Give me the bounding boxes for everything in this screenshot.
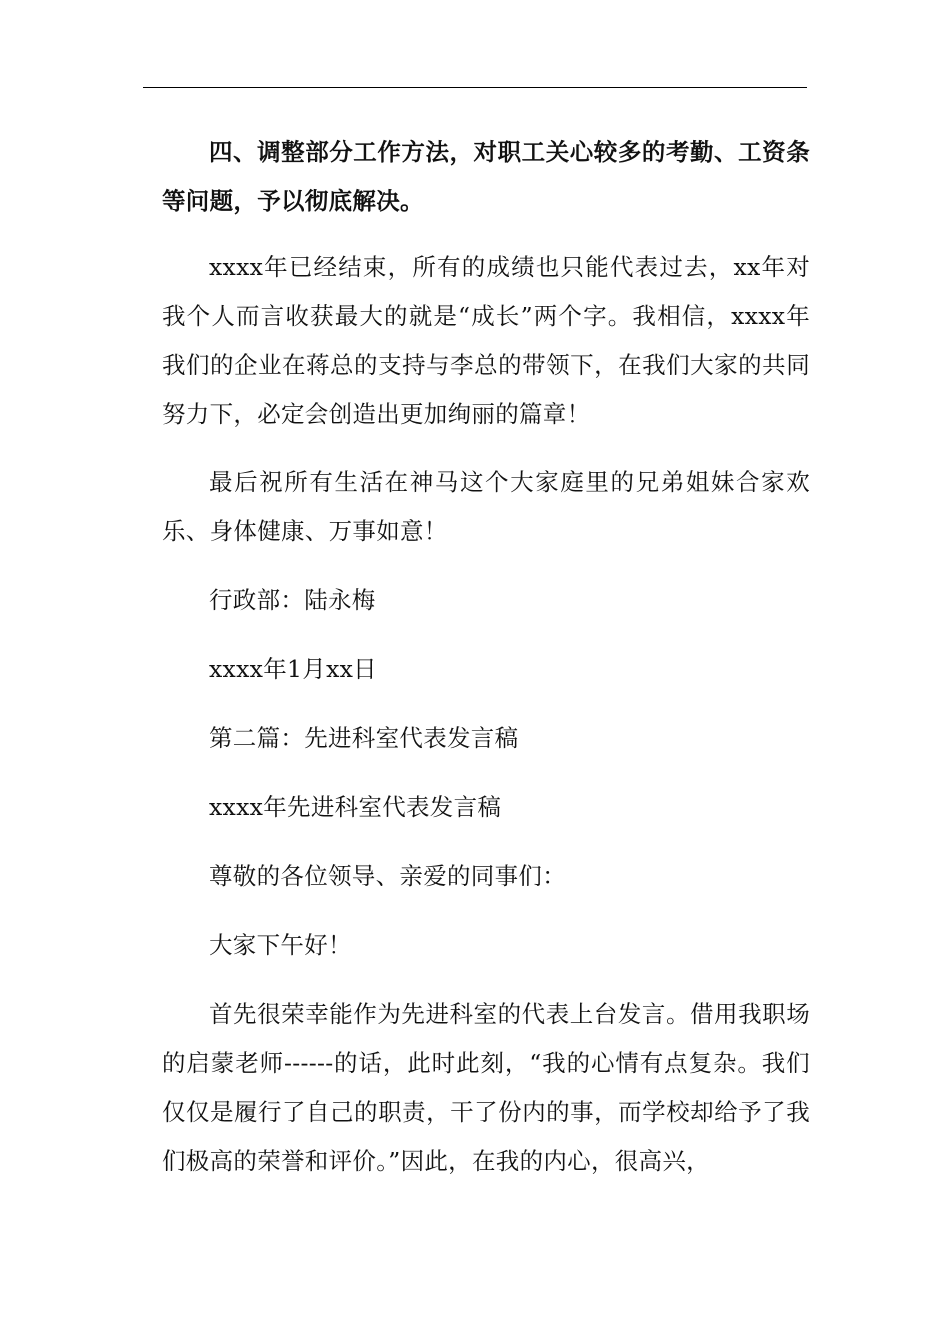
speech-salutation: 尊敬的各位领导、亲爱的同事们： <box>209 862 566 890</box>
speech-greeting: 大家下午好！ <box>209 931 352 959</box>
section-heading: 四、调整部分工作方法，对职工关心较多的考勤、工资条等问题，予以彻底解决。 <box>162 138 810 215</box>
speech-title: xxxx年先进科室代表发言稿 <box>209 793 502 821</box>
paragraph-speech-opening: 首先很荣幸能作为先进科室的代表上台发言。借用我职场的启蒙老师------的话，此时此刻，“我的心情有点复杂。我们仅仅是履行了自己的职责，干了份内的事，而学校却给予了我们极高的荣誉和评价。”因此，在我的内心，很高兴， <box>162 1000 810 1175</box>
signature-department: 行政部：陆永梅 <box>209 586 376 614</box>
signature-date: xxxx年1月xx日 <box>209 655 377 683</box>
document-body <box>162 128 810 1186</box>
paragraph-closing-wishes: 最后祝所有生活在神马这个大家庭里的兄弟姐妹合家欢乐、身体健康、万事如意！ <box>162 468 810 545</box>
header-rule <box>143 87 807 88</box>
paragraph-year-summary: xxxx年已经结束，所有的成绩也只能代表过去，xx年对我个人而言收获最大的就是“成长”两个字。我相信，xxxx年我们的企业在蒋总的支持与李总的带领下，在我们大家的共同努力下，必定会创造出更加绚丽的篇章！ <box>162 253 810 428</box>
chapter-title: 第二篇：先进科室代表发言稿 <box>209 724 519 752</box>
